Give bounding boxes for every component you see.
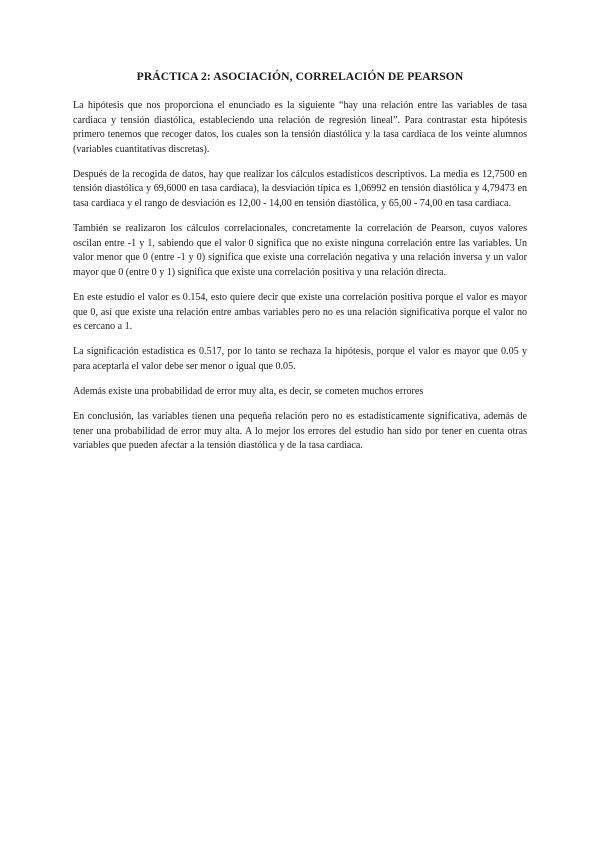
- paragraph-correlation: También se realizaron los cálculos correlacionales, concretamente la correlación de Pearson, cuyos valores oscilan entre -1 y 1, sabiendo que el valor 0 significa que no existe ninguna correlación entre las variables. Un valor menor que 0 (entre -1 y 0) significa que existe una correlación negativa y una relación inversa y un valor mayor que 0 (entre 0 y 1) significa que existe una correlación positiva y una relación directa.: [73, 223, 527, 278]
- paragraph-descriptive-stats: Después de la recogida de datos, hay que realizar los cálculos estadísticos descriptivos. La media es 12,7500 en tensión diastólica y 69,6000 en tasa cardiaca), la desviación típica es 1,06992 en tensión diastólica y 4,79473 en tasa cardiaca y el rango de desviación es 12,00 - 14,00 en tensión diastólica, y 65,00 - 74,00 en tasa cardiaca.: [73, 168, 527, 210]
- paragraph-hypothesis: La hipótesis que nos proporciona el enunciado es la siguiente “hay una relación entre las variables de tasa cardiaca y tensión diastólica, estableciendo una relación de regresión lineal”. Para contrastar esta hipótesis primero tenemos que recoger datos, los cuales son la tensión diastólica y la tasa cardiaca de los veinte alumnos (variables cuantitativas discretas).: [73, 100, 527, 155]
- paragraph-conclusion: En conclusión, las variables tienen una pequeña relación pero no es estadísticamente significativa, además de tener una probabilidad de error muy alta. A lo mejor los errores del estudio han sido por tener en cuenta otras variables que pueden afectar a la tensión diastólica y de la tasa cardiaca.: [73, 411, 527, 452]
- paragraph-error-probability: Además existe una probabilidad de error muy alta, es decir, se cometen muchos errores: [73, 386, 424, 397]
- paragraph-pearson-value: En este estudio el valor es 0.154, esto quiere decir que existe una correlación positiva porque el valor es mayor que 0, así que existe una relación entre ambas variables pero no es una relación significativa porque el valor no es cercano a 1.: [73, 292, 527, 333]
- document-title: PRÁCTICA 2: ASOCIACIÓN, CORRELACIÓN DE PEARSON: [136, 70, 464, 83]
- paragraph-significance: La significación estadística es 0.517, por lo tanto se rechaza la hipótesis, porque el valor es mayor que 0.05 y para aceptarla el valor debe ser menor o igual que 0.05.: [73, 346, 527, 372]
- document-body: [73, 99, 527, 464]
